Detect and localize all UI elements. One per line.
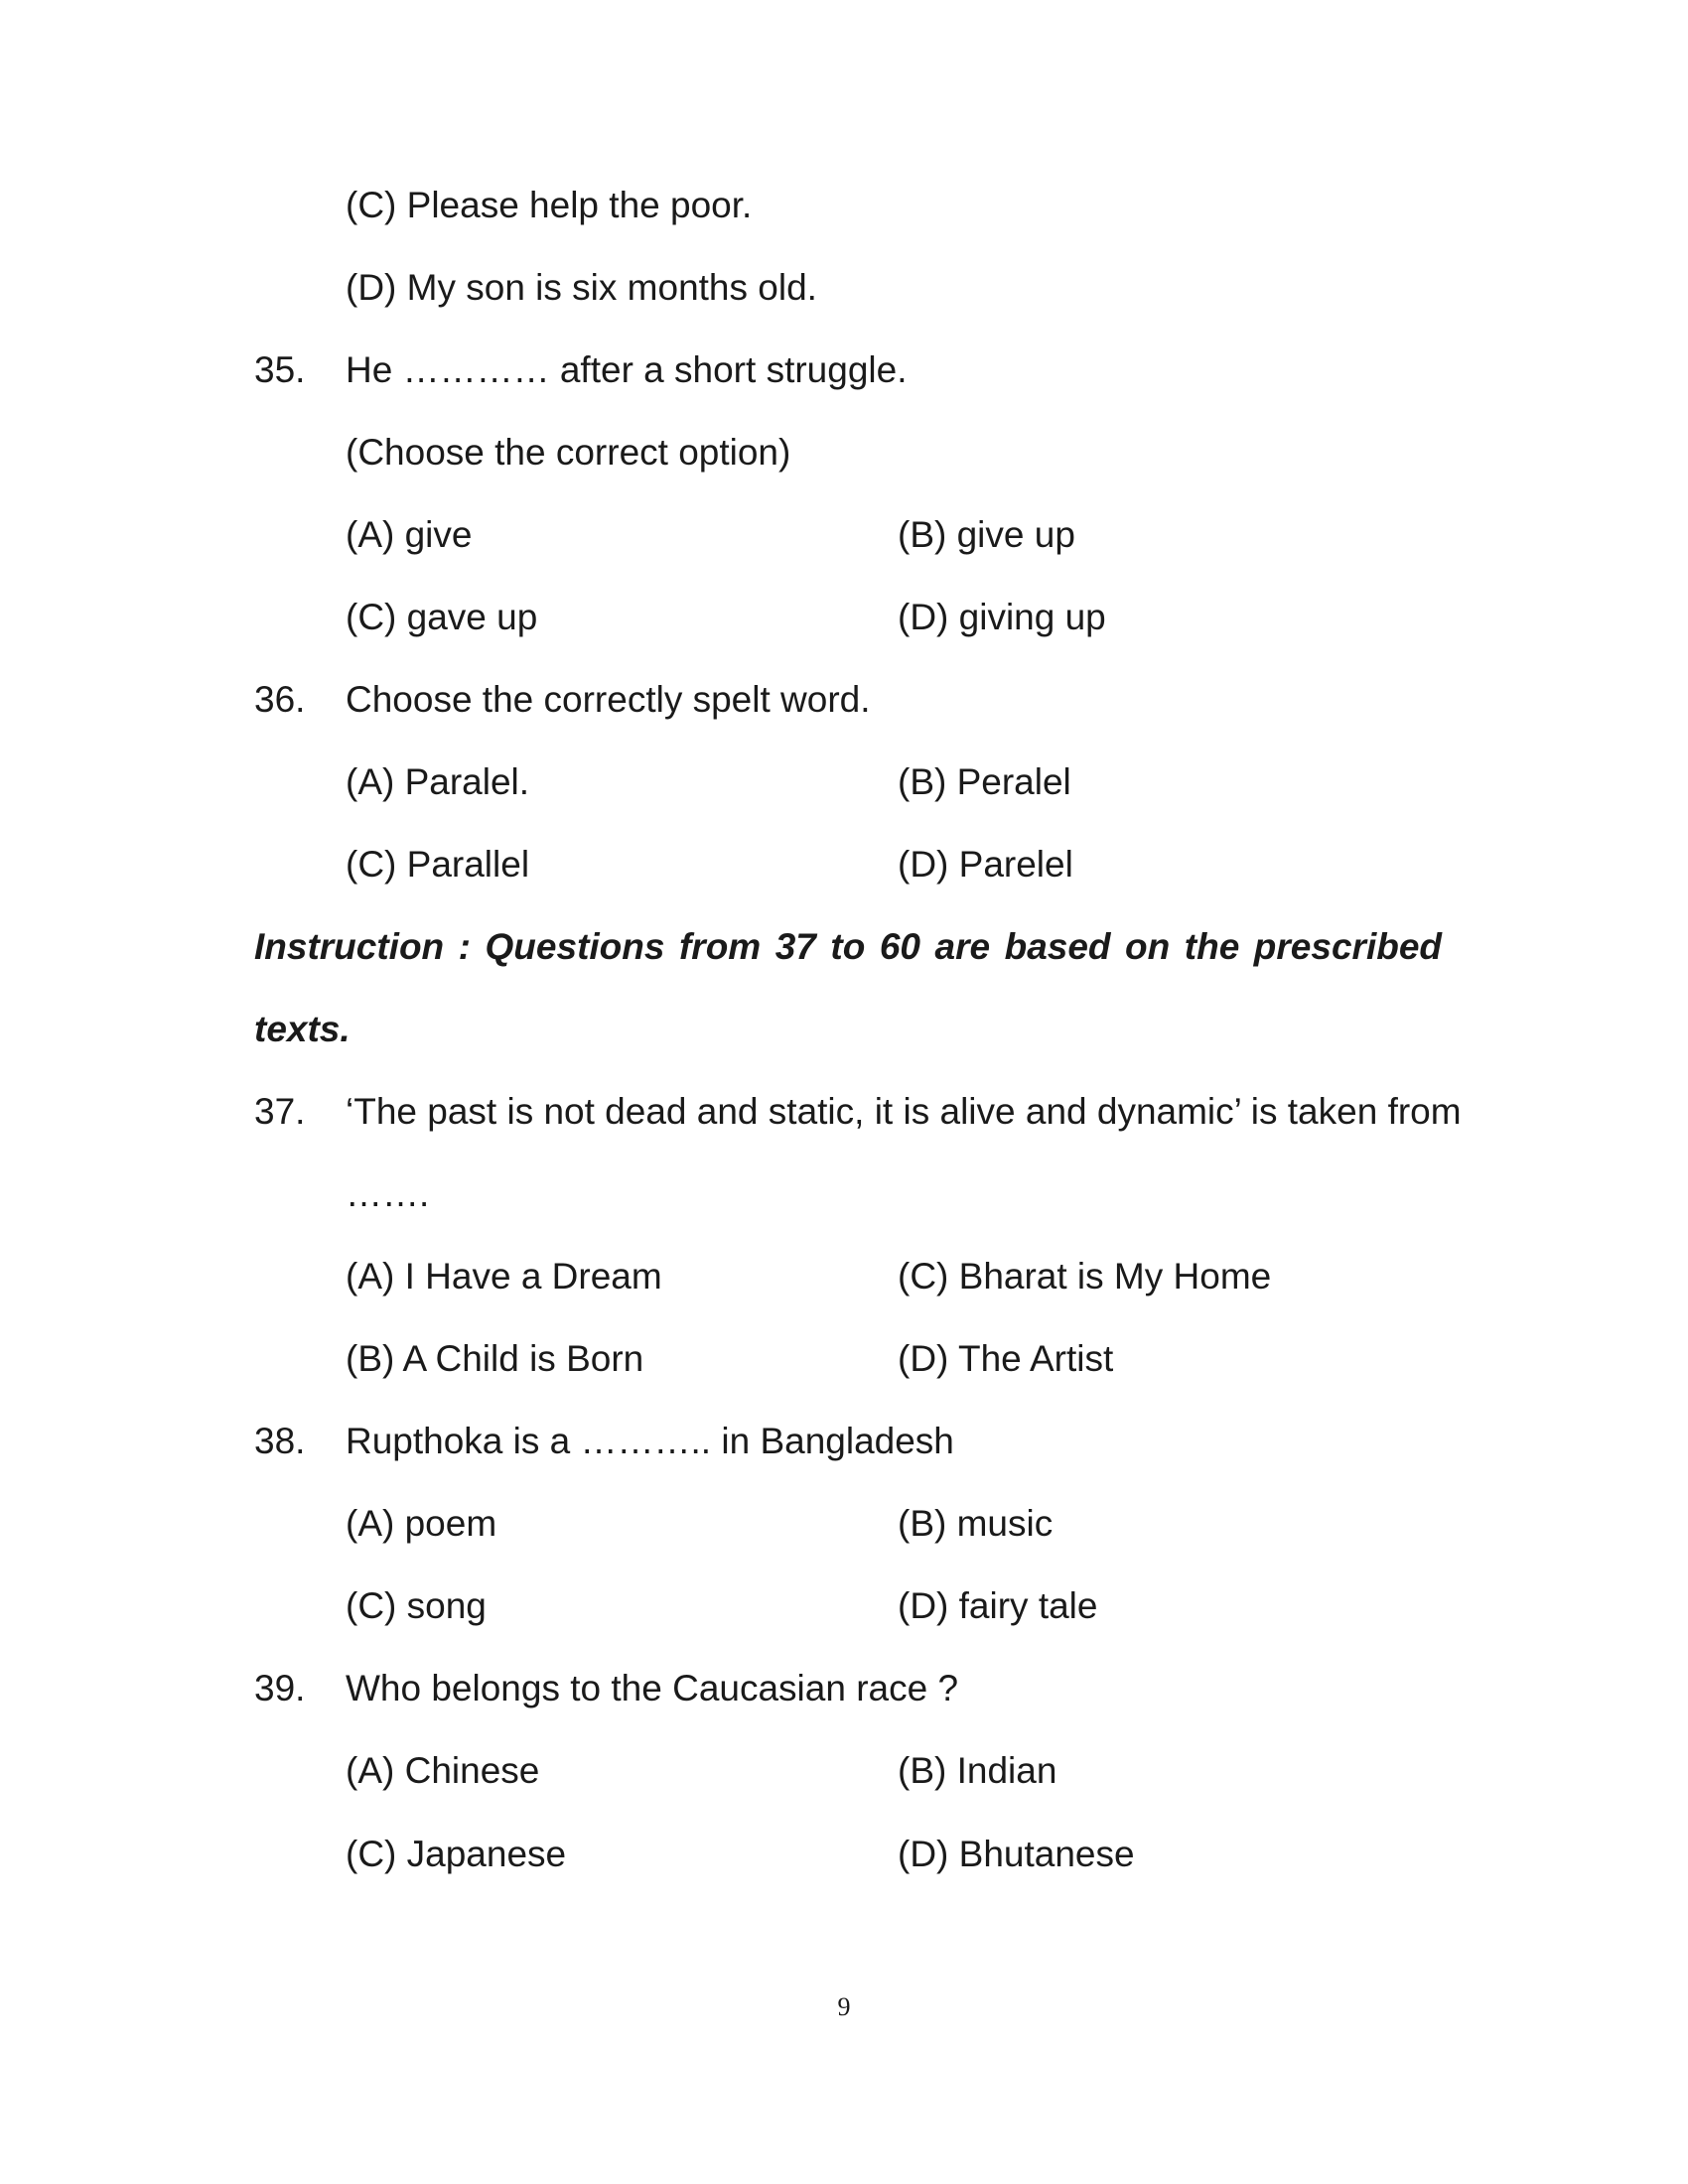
option-b: (B) Peralel: [898, 761, 1071, 802]
question-number: 37.: [254, 1091, 306, 1132]
question-text: He ………… after a short struggle.: [346, 349, 908, 390]
question-text: Rupthoka is a ……….. in Bangladesh: [346, 1421, 954, 1461]
option-a: (A) Chinese: [346, 1750, 540, 1791]
option-b: (B) A Child is Born: [346, 1338, 644, 1379]
question-text: ‘The past is not dead and static, it is alive and dynamic’ is taken from: [346, 1091, 1462, 1132]
option-a: (A) give: [346, 514, 473, 555]
option-b: (B) Indian: [898, 1750, 1057, 1791]
option-c: (C) Bharat is My Home: [898, 1256, 1272, 1297]
option-d: (D) giving up: [898, 597, 1106, 637]
option-b: (B) music: [898, 1503, 1054, 1544]
question-number: 39.: [254, 1668, 306, 1708]
page-number: 9: [837, 1992, 851, 2021]
question-number: 38.: [254, 1421, 306, 1461]
instruction-line-1: Instruction : Questions from 37 to 60 are based on the prescribed: [254, 926, 1442, 967]
prev-option-c: (C) Please help the poor.: [346, 185, 753, 225]
option-a: (A) Paralel.: [346, 761, 530, 802]
question-number: 36.: [254, 679, 306, 720]
option-d: (D) The Artist: [898, 1338, 1114, 1379]
instruction-line-2: texts.: [254, 1009, 351, 1049]
question-continuation: …….: [346, 1173, 430, 1214]
option-c: (C) Parallel: [346, 844, 530, 885]
option-b: (B) give up: [898, 514, 1075, 555]
option-d: (D) Parelel: [898, 844, 1073, 885]
option-c: (C) Japanese: [346, 1834, 567, 1874]
option-a: (A) poem: [346, 1503, 497, 1544]
option-a: (A) I Have a Dream: [346, 1256, 662, 1297]
question-number: 35.: [254, 349, 306, 390]
option-d: (D) fairy tale: [898, 1585, 1098, 1626]
prev-option-d: (D) My son is six months old.: [346, 267, 817, 308]
option-c: (C) gave up: [346, 597, 538, 637]
question-text: Who belongs to the Caucasian race ?: [346, 1668, 959, 1708]
question-text: Choose the correctly spelt word.: [346, 679, 871, 720]
option-d: (D) Bhutanese: [898, 1834, 1135, 1874]
question-subtext: (Choose the correct option): [346, 432, 791, 473]
option-c: (C) song: [346, 1585, 487, 1626]
